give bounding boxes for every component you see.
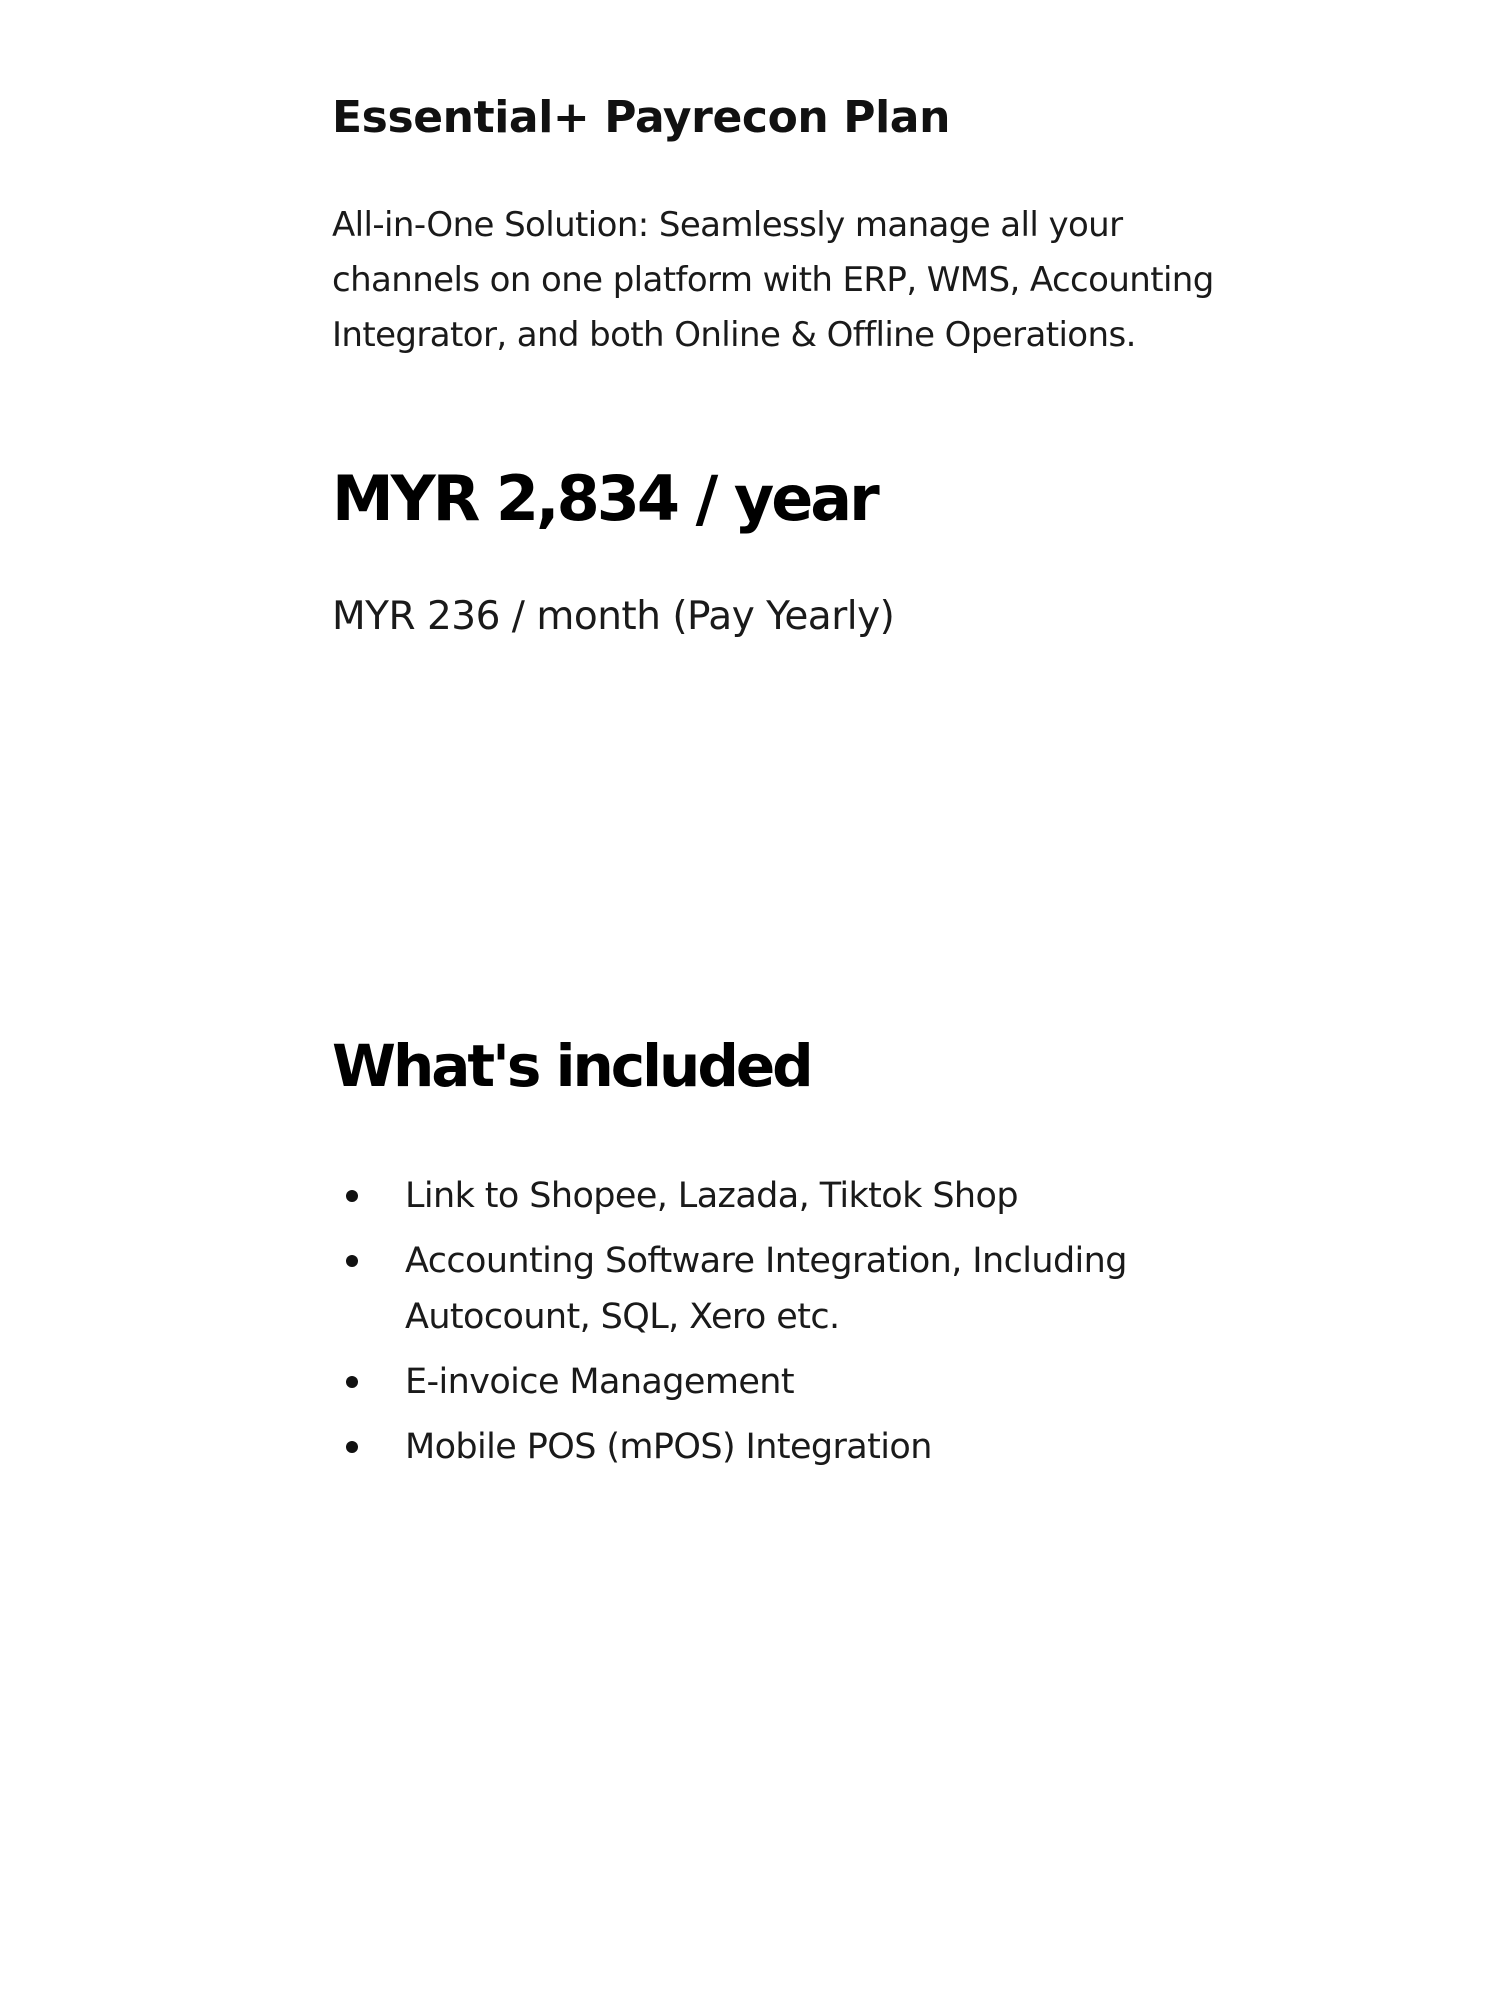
feature-item	[332, 1233, 1232, 1345]
whats-included-heading: What's included	[332, 1032, 811, 1100]
feature-label: Accounting Software Integration, Including Autocount, SQL, Xero etc.	[405, 1241, 1127, 1337]
feature-label: E-invoice Management	[405, 1362, 794, 1402]
feature-label: Mobile POS (mPOS) Integration	[405, 1427, 932, 1467]
feature-label: Link to Shopee, Lazada, Tiktok Shop	[405, 1176, 1018, 1216]
bullet-icon	[346, 1190, 358, 1202]
bullet-icon	[346, 1441, 358, 1453]
monthly-price: MYR 236 / month (Pay Yearly)	[332, 594, 895, 639]
plan-title: Essential+ Payrecon Plan	[332, 92, 951, 143]
feature-list	[332, 1168, 1232, 1484]
feature-item	[332, 1419, 1232, 1475]
bullet-icon	[346, 1376, 358, 1388]
feature-item	[332, 1168, 1232, 1224]
plan-description: All-in-One Solution: Seamlessly manage all your channels on one platform with ERP, WMS, Accounting Integrator, and both Online & Offline Operations.	[332, 205, 1214, 355]
yearly-price: MYR 2,834 / year	[332, 462, 877, 535]
bullet-icon	[346, 1255, 358, 1267]
feature-item	[332, 1354, 1232, 1410]
